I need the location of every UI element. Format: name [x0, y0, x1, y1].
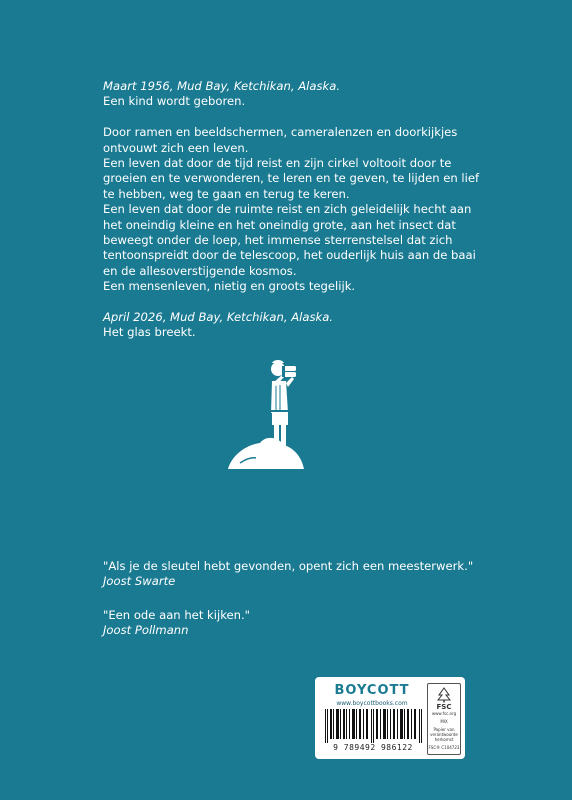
publisher-url: www.boycottbooks.com	[336, 700, 408, 707]
fsc-title: FSC	[436, 703, 452, 711]
blurb-paragraph-4: Een mensenleven, nietig en groots tegelijk.	[103, 279, 356, 294]
fsc-site: www.fsc.org	[431, 711, 457, 716]
blurb-paragraph-1: Door ramen en beeldschermen, cameralenzen en doorkijkjes ontvouwt zich een leven.	[103, 125, 458, 155]
fsc-label	[427, 683, 461, 755]
review-quotes	[103, 559, 503, 639]
back-cover-blurb	[103, 79, 483, 341]
fsc-code: FSC® C104723	[428, 745, 460, 750]
opening-line: Een kind wordt geboren.	[103, 94, 246, 109]
fsc-text: Papier van verantwoorde herkomst	[430, 727, 458, 742]
binoculars-figure-on-rock-icon	[226, 355, 306, 475]
fsc-tree-icon	[436, 687, 452, 703]
quote-2-text: "Een ode aan het kijken."	[103, 607, 251, 622]
isbn-number: 9 789492 986122	[333, 743, 413, 752]
closing-dateline: April 2026, Mud Bay, Ketchikan, Alaska.	[103, 310, 333, 325]
publisher-logo: BOYCOTT	[334, 683, 410, 698]
quote-1-text: "Als je de sleutel hebt gevonden, opent zich een meesterwerk."	[103, 559, 474, 573]
quote-2-author: Joost Pollmann	[103, 623, 189, 638]
barcode-icon	[325, 709, 423, 743]
opening-dateline: Maart 1956, Mud Bay, Ketchikan, Alaska.	[103, 79, 341, 93]
barcode-panel	[315, 677, 465, 759]
blurb-paragraph-3: Een leven dat door de ruimte reist en zich geleidelijk hecht aan het oneindig kleine en het oneindig grote, aan het insect dat beweegt onder de loep, het immense sterrenstelsel dat zich tentoonspreidt door de telescoop, het ouderlijk huis aan de baai en de allesoverstijgende kosmos.	[103, 202, 476, 278]
blurb-paragraph-2: Een leven dat door de tijd reist en zijn cirkel voltooit door te groeien en te verwonderen, te leren en te geven, te lijden en lief te hebben, weg te gaan en terug te keren.	[103, 156, 480, 201]
quote-1-author: Joost Swarte	[103, 574, 176, 589]
fsc-mix: MIX	[440, 719, 448, 724]
closing-line: Het glas breekt.	[103, 325, 196, 340]
